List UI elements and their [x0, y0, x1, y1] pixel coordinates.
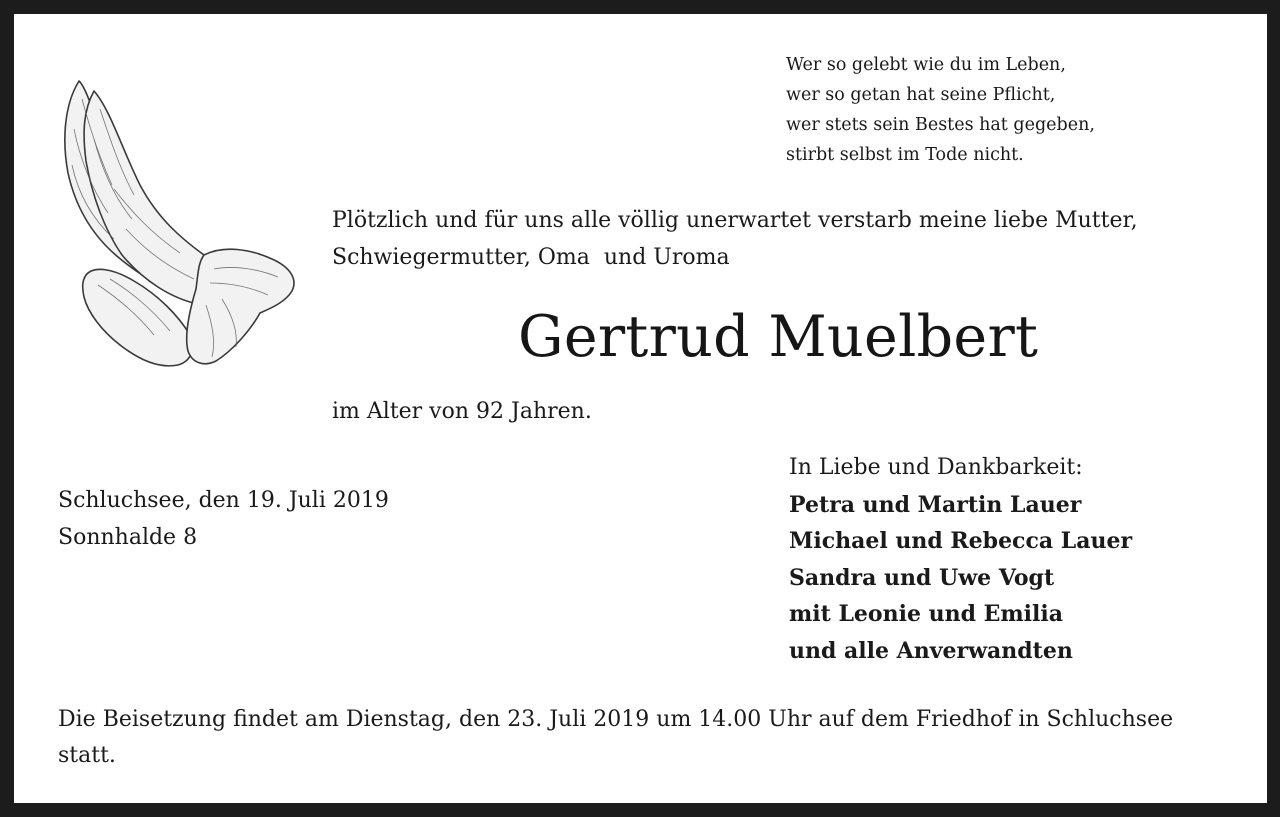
- poem-line: stirbt selbst im Tode nicht.: [786, 145, 1024, 165]
- intro-line: Schwiegermutter, Oma und Uroma: [332, 245, 730, 270]
- obituary-notice: [14, 14, 1267, 803]
- address: Sonnhalde 8: [58, 525, 198, 550]
- intro-line: Plötzlich und für uns alle völlig unerwartet verstarb meine liebe Mutter,: [332, 208, 1138, 233]
- poem: [786, 50, 1095, 170]
- funeral-info: Die Beisetzung findet am Dienstag, den 23. Juli 2019 um 14.00 Uhr auf dem Friedhof in Schluchsee statt.: [58, 707, 1174, 768]
- intro-text: [332, 202, 1138, 276]
- poem-line: Wer so gelebt wie du im Leben,: [786, 55, 1066, 75]
- poem-line: wer so getan hat seine Pflicht,: [786, 85, 1056, 105]
- mourners-block: [789, 450, 1132, 669]
- mourner-name: Sandra und Uwe Vogt: [789, 564, 1055, 591]
- poem-line: wer stets sein Bestes hat gegeben,: [786, 115, 1095, 135]
- mourner-name: mit Leonie und Emilia: [789, 601, 1064, 627]
- mourners-heading: In Liebe und Dankbarkeit:: [789, 455, 1083, 480]
- mourner-name: und alle Anverwandten: [789, 637, 1073, 664]
- place-and-address: [58, 482, 389, 556]
- place-date: Schluchsee, den 19. Juli 2019: [58, 488, 389, 513]
- mourner-name: Petra und Martin Lauer: [789, 491, 1082, 518]
- mourner-name: Michael und Rebecca Lauer: [789, 528, 1133, 554]
- age-line: im Alter von 92 Jahren.: [332, 399, 592, 424]
- deceased-name: Gertrud Muelbert: [518, 304, 1039, 370]
- praying-hands-icon: [54, 69, 299, 374]
